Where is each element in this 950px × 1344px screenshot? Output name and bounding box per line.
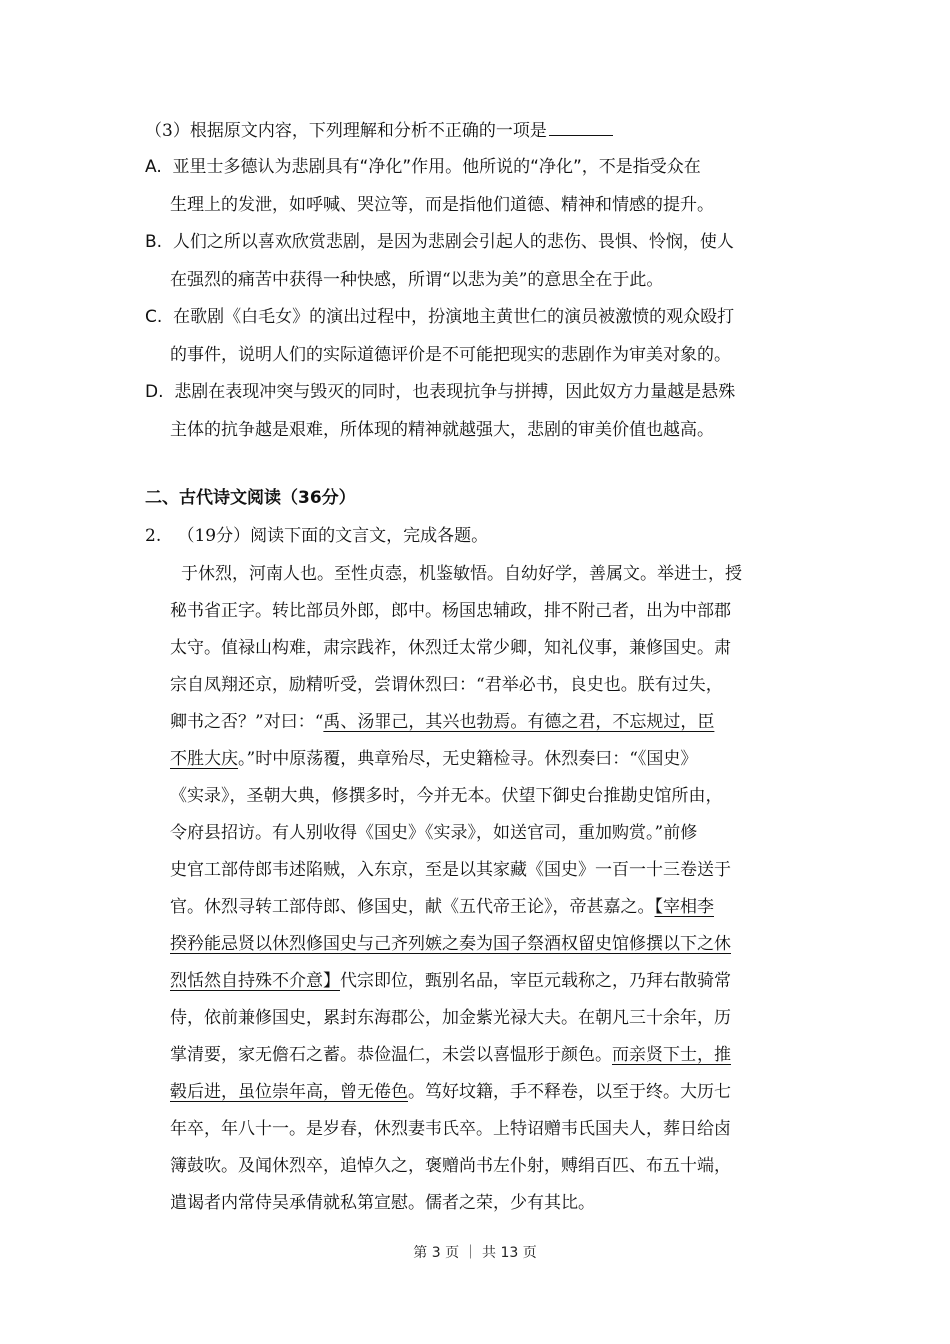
passage-line: 于休烈，河南人也。至性贞悫，机鉴敏悟。自幼好学，善属文。举进士，授 xyxy=(181,564,742,584)
page-footer: 第 3 页 ｜ 共 13 页 xyxy=(413,1245,537,1261)
option-d: D. 悲剧在表现冲突与毁灭的同时，也表现抗争与拼搏，因此奴方力量越是悬殊 xyxy=(145,382,736,402)
bracketed-passage: 揆矜能忌贤以休烈修国史与己齐列嫉之奏为国子祭酒权留史馆修撰以下之休 xyxy=(170,934,731,954)
question-stem-text: （3）根据原文内容，下列理解和分析不正确的一项是 xyxy=(145,121,547,141)
question-stem xyxy=(145,117,613,143)
underlined-sentence: 禹、汤罪己，其兴也勃焉。有德之君，不忘规过，臣 xyxy=(323,712,715,732)
underlined-sentence: 毂后进，虽位崇年高，曾无倦色 xyxy=(170,1082,408,1102)
passage-line: 簿鼓吹。及闻休烈卒，追悼久之，褒赠尚书左仆射，赙绢百匹、布五十端， xyxy=(170,1156,731,1176)
underlined-sentence: 不胜大庆 xyxy=(170,749,238,769)
question-2-intro: 2. （19分）阅读下面的文言文，完成各题。 xyxy=(145,526,489,546)
bracketed-passage: 【宰相李 xyxy=(654,897,714,917)
underlined-sentence: 而亲贤下士，推 xyxy=(612,1045,731,1065)
passage-line: 史官工部侍郎韦述陷贼，入东京，至是以其家藏《国史》一百一十三卷送于 xyxy=(170,860,731,880)
answer-blank xyxy=(549,117,613,136)
option-b: B. 人们之所以喜欢欣赏悲剧，是因为悲剧会引起人的悲伤、畏惧、怜悯，使人 xyxy=(145,232,734,252)
passage-line: 秘书省正字。转比部员外郎，郎中。杨国忠辅政，排不附己者，出为中部郡 xyxy=(170,601,731,621)
passage-line: 烈恬然自持殊不介意】代宗即位，甄别名品，宰臣元载称之，乃拜右散骑常 xyxy=(170,971,731,991)
passage-line: 不胜大庆。”时中原荡覆，典章殆尽，无史籍检寻。休烈奏曰：“《国史》 xyxy=(170,749,698,769)
passage-line: 毂后进，虽位崇年高，曾无倦色。笃好坟籍，手不释卷，以至于终。大历七 xyxy=(170,1082,731,1102)
passage-line: 太守。值禄山构难，肃宗践祚，休烈迁太常少卿，知礼仪事，兼修国史。肃 xyxy=(170,638,731,658)
section-heading: 二、古代诗文阅读（36分） xyxy=(145,488,356,508)
option-a: A. 亚里士多德认为悲剧具有“净化”作用。他所说的“净化”，不是指受众在 xyxy=(145,157,701,177)
option-c-line2: 的事件，说明人们的实际道德评价是不可能把现实的悲剧作为审美对象的。 xyxy=(170,345,731,365)
option-c: C. 在歌剧《白毛女》的演出过程中，扮演地主黄世仁的演员被激愤的观众殴打 xyxy=(145,307,735,327)
passage-line: 年卒，年八十一。是岁春，休烈妻韦氏卒。上特诏赠韦氏国夫人，葬日给卤 xyxy=(170,1119,731,1139)
passage-line: 掌清要，家无儋石之蓄。恭俭温仁，未尝以喜愠形于颜色。而亲贤下士，推 xyxy=(170,1045,731,1065)
option-a-line2: 生理上的发泄，如呼喊、哭泣等，而是指他们道德、精神和情感的提升。 xyxy=(170,195,714,215)
passage-line: 侍，依前兼修国史，累封东海郡公，加金紫光禄大夫。在朝凡三十余年，历 xyxy=(170,1008,731,1028)
passage-line: 《实录》，圣朝大典，修撰多时，今并无本。伏望下御史台推勘史馆所由， xyxy=(170,786,723,806)
bracketed-passage: 烈恬然自持殊不介意】 xyxy=(170,971,340,991)
passage-line: 遣谒者内常侍吴承倩就私第宣慰。儒者之荣，少有其比。 xyxy=(170,1193,595,1213)
option-b-line2: 在强烈的痛苦中获得一种快感，所谓“以悲为美”的意思全在于此。 xyxy=(170,270,664,290)
option-d-line2: 主体的抗争越是艰难，所体现的精神就越强大，悲剧的审美价值也越高。 xyxy=(170,420,714,440)
passage-line: 官。休烈寻转工部侍郎、修国史，献《五代帝王论》，帝甚嘉之。【宰相李 xyxy=(170,897,714,917)
passage-line: 令府县招访。有人别收得《国史》《实录》，如送官司，重加购赏。”前修 xyxy=(170,823,698,843)
passage-line: 宗自凤翔还京，励精听受，尝谓休烈曰：“君举必书，良史也。朕有过失， xyxy=(170,675,723,695)
passage-line: 卿书之否？”对曰：“禹、汤罪己，其兴也勃焉。有德之君，不忘规过，臣 xyxy=(170,712,715,732)
